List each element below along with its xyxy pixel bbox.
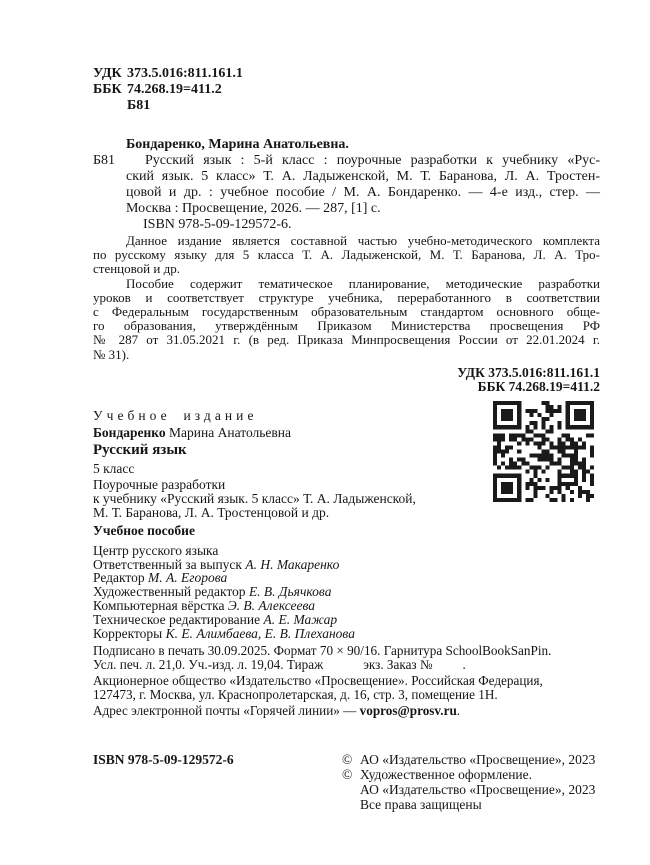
edition-block	[93, 408, 600, 538]
annotation-paragraph	[93, 277, 600, 362]
copyright-mark	[342, 782, 360, 797]
annotation-line: стенцовой и др.	[93, 261, 180, 277]
publisher-info	[93, 674, 600, 702]
series-line: М. Т. Баранова, Л. А. Тростенцовой и др.	[93, 504, 330, 520]
copyright-text: Художественное оформление.	[360, 767, 533, 783]
copyright-mark: ©	[342, 752, 353, 768]
credit-row	[93, 599, 600, 613]
credit-row	[93, 558, 600, 572]
annotation-line: Данное издание является составной частью учебно-методического комплекта	[126, 233, 600, 248]
order-period: .	[462, 657, 466, 673]
bib-line: Русский язык : 5-й класс : поурочные разработки к учебнику «Рус-	[145, 153, 600, 168]
footer-isbn: ISBN 978-5-09-129572-6	[93, 752, 234, 768]
bib-line: цовой и др. : учебное пособие / М. А. Бондаренко. — 4-е изд., стер. —	[126, 185, 600, 200]
annotation-line: № 287 от 31.05.2021 г. (в ред. Приказа Минпросвещения России от 22.01.2024 г.	[93, 332, 600, 348]
credit-row	[93, 585, 600, 599]
edition-type: Учебное пособие	[93, 522, 195, 538]
credit-name: М. А. Егорова	[147, 570, 228, 586]
udk-right: УДК 373.5.016:811.161.1	[457, 364, 600, 380]
annotation	[93, 234, 600, 362]
bbk-line	[93, 82, 600, 98]
credit-name: Э. В. Алексеева	[227, 598, 316, 614]
bib-entry	[93, 153, 600, 217]
copyright-block	[342, 752, 600, 812]
copyright-text: АО «Издательство «Просвещение», 2023	[360, 782, 596, 798]
edition-author-name: Марина Анатольевна	[165, 424, 291, 440]
annotation-line: Пособие содержит тематическое планирование, методические разработки	[126, 275, 600, 291]
copyright-row	[342, 752, 600, 767]
credit-role: Компьютерная вёрстка	[93, 598, 228, 614]
bib-isbn: ISBN 978-5-09-129572-6.	[143, 217, 292, 232]
bbk-label: ББК	[93, 82, 122, 97]
print-info-line	[93, 658, 600, 672]
print-run-text: Усл. печ. л. 21,0. Уч.-изд. л. 19,04. Тираж	[93, 657, 324, 673]
udk-line	[93, 66, 600, 82]
qr-code	[493, 401, 594, 502]
copyright-text: Все права защищены	[360, 797, 482, 813]
bib-entry-code: Б81	[93, 153, 116, 168]
copyright-row	[342, 797, 600, 812]
footer	[93, 752, 600, 812]
edition-grade: 5 класс	[93, 460, 135, 476]
credit-name: А. Е. Мажар	[263, 611, 338, 627]
copyright-row	[342, 767, 600, 782]
credits-center: Центр русского языка	[93, 542, 219, 558]
credit-row	[93, 571, 600, 585]
bib-line: Москва : Просвещение, 2026. — 287, [1] с.	[126, 201, 381, 216]
right-bib-codes	[93, 366, 600, 394]
credit-role: Редактор	[93, 570, 148, 586]
series-line: к учебнику «Русский язык. 5 класс» Т. А. Ладыженской,	[93, 490, 416, 506]
order-text: экз. Заказ №	[363, 657, 433, 673]
credits-block	[93, 544, 600, 641]
annotation-line: с Федеральным государственным образовательным стандартом основного обще-	[93, 304, 600, 320]
annotation-line: уроков и соответствует структуре учебника, переработанного в соответствии	[93, 289, 600, 305]
hotline-prefix: Адрес электронной почты «Горячей линии» —	[93, 703, 360, 719]
bbk-right: ББК 74.268.19=411.2	[477, 378, 600, 394]
edition-kind: Учебное издание	[93, 407, 258, 423]
bbk-value: 74.268.19=411.2	[127, 82, 222, 97]
copyright-row	[342, 782, 600, 797]
print-info-line: Подписано в печать 30.09.2025. Формат 70 × 90/16. Гарнитура SchoolBookSanPin.	[93, 643, 552, 659]
credit-row	[93, 627, 600, 641]
author-heading: Бондаренко, Марина Анатольевна.	[126, 137, 349, 152]
copyright-mark: ©	[342, 767, 353, 783]
annotation-line: по русскому языку для 5 класса Т. А. Ладыженской, М. Т. Баранова, Л. А. Тро-	[93, 247, 600, 263]
udk-value: 373.5.016:811.161.1	[127, 66, 243, 81]
hotline-suffix: .	[456, 703, 461, 719]
copyright-text: АО «Издательство «Просвещение», 2023	[360, 752, 596, 768]
print-info	[93, 644, 600, 672]
page-content	[93, 66, 600, 812]
annotation-paragraph	[93, 234, 600, 277]
publisher-line: 127473, г. Москва, ул. Краснопролетарская, д. 16, стр. 3, помещение 1Н.	[93, 687, 498, 703]
edition-title: Русский язык	[93, 441, 187, 458]
copyright-mark	[342, 797, 360, 812]
credit-name: А. Н. Макаренко	[245, 556, 340, 572]
hotline-email: vopros@prosv.ru	[359, 703, 457, 719]
top-bib-codes	[93, 66, 600, 114]
bib-line: ский язык. 5 класс» Т. А. Ладыженской, М. Т. Баранова, Л. А. Тростен-	[126, 169, 600, 184]
credit-role: Корректоры	[93, 625, 166, 641]
publisher-line: Акционерное общество «Издательство «Просвещение». Российская Федерация,	[93, 673, 543, 689]
edition-author-surname: Бондаренко	[93, 424, 166, 440]
annotation-line: го образования, утверждённым Приказом Министерства просвещения РФ	[93, 318, 600, 334]
series-line: Поурочные разработки	[93, 476, 226, 492]
credit-role: Ответственный за выпуск	[93, 556, 246, 572]
credit-role: Художественный редактор	[93, 584, 249, 600]
credit-row	[93, 613, 600, 627]
annotation-line: № 31).	[93, 346, 130, 362]
udk-label: УДК	[93, 66, 122, 81]
credit-name: К. Е. Алимбаева, Е. В. Плеханова	[165, 625, 355, 641]
credit-role: Техническое редактирование	[93, 611, 264, 627]
author-sign-code: Б81	[127, 98, 151, 113]
credit-name: Е. В. Дьячкова	[248, 584, 332, 600]
hotline-line	[93, 704, 600, 718]
